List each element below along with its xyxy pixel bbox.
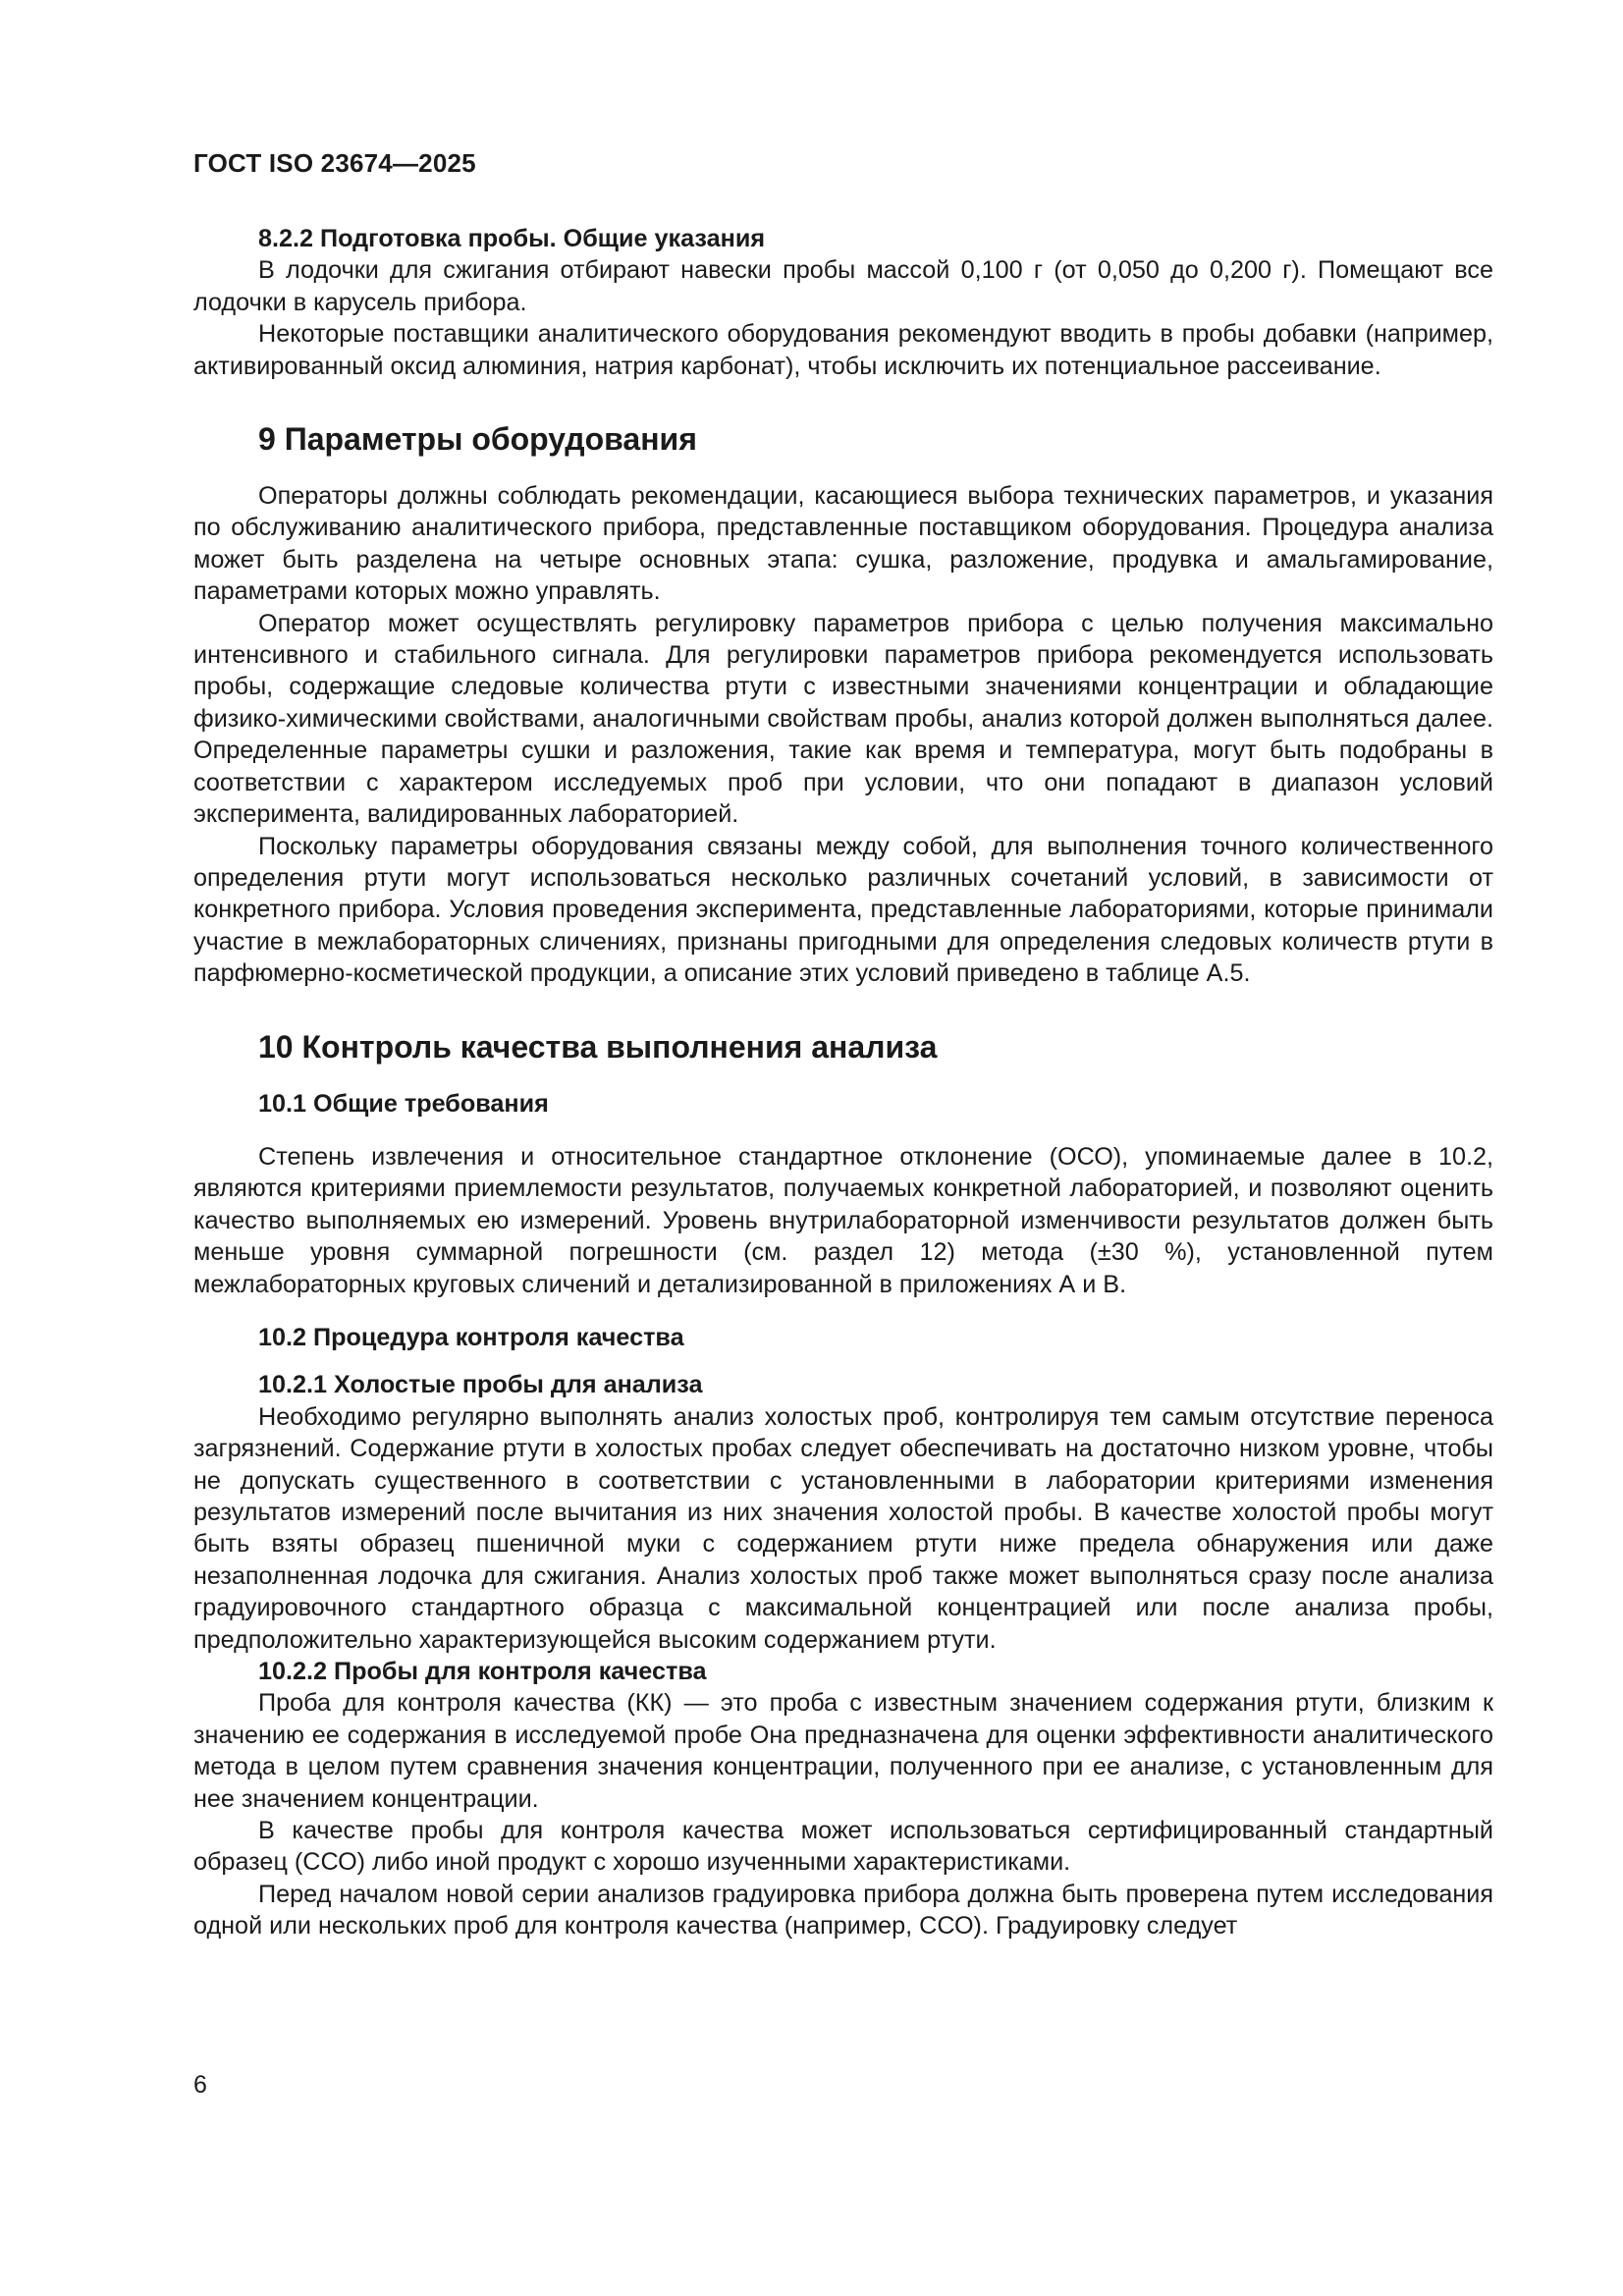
section-10-2-1-heading: 10.2.1 Холостые пробы для анализа (258, 1371, 703, 1399)
section-10-heading: 10 Контроль качества выполнения анализа (258, 1028, 938, 1065)
section-8-2-2-heading: 8.2.2 Подготовка пробы. Общие указания (258, 225, 766, 252)
paragraph: Некоторые поставщики аналитического оборудования рекомендуют вводить в пробы добавки (например, активированный оксид алюминия, натрия карбонат), чтобы исключить их потенциальное рассеивание. (193, 320, 1493, 380)
paragraph: Необходимо регулярно выполнять анализ холостых проб, контролируя тем самым отсутствие переноса загрязнений. Содержание ртути в холостых пробах следует обеспечивать на достаточно низком уровне, чтобы не допускать существенного в соответствии с установленными в лаборатории критериями изменения результатов измерений после вычитания из них значения холостой пробы. В качестве холостой пробы могут быть взяты образец пшеничной муки с содержанием ртути ниже предела обнаружения или даже незаполненная лодочка для сжигания. Анализ холостых проб также может выполняться сразу после анализа градуировочного стандартного образца с максимальной концентрацией или после анализа пробы, предположительно характеризующейся высоким содержанием ртути. (193, 1402, 1493, 1654)
paragraph: Перед началом новой серии анализов градуировка прибора должна быть проверена путем исследования одной или нескольких проб для контроля качества (например, ССО). Градуировку следует (193, 1880, 1493, 1941)
paragraph: Операторы должны соблюдать рекомендации, касающиеся выбора технических параметров, и указания по обслуживанию аналитического прибора, представленные поставщиком оборудования. Процедура анализа может быть разделена на четыре основных этапа: сушка, разложение, продувка и амальгамирование, параметрами которых можно управлять. (193, 482, 1493, 606)
page-number: 6 (193, 2071, 207, 2099)
paragraph: Поскольку параметры оборудования связаны между собой, для выполнения точного количественного определения ртути могут использоваться несколько различных сочетаний условий, в зависимости от конкретного прибора. Условия проведения эксперимента, представленные лабораториями, которые принимали участие в межлабораторных сличениях, признаны пригодными для определения следовых количеств ртути в парфюмерно-косметической продукции, а описание этих условий приведено в таблице А.5. (193, 832, 1493, 988)
section-10-1-heading: 10.1 Общие требования (258, 1089, 549, 1118)
paragraph: Оператор может осуществлять регулировку параметров прибора с целью получения максимально интенсивного и стабильного сигнала. Для регулировки параметров прибора рекомендуется использовать пробы, содержащие следовые количества ртути с известными значениями концентрации и обладающие физико-химическими свойствами, аналогичными свойствам пробы, анализ которой должен выполняться далее. Определенные параметры сушки и разложения, такие как время и температура, могут быть подобраны в соответствии с характером исследуемых проб при условии, что они попадают в диапазон условий эксперимента, валидированных лабораторией. (193, 609, 1493, 829)
section-9-heading: 9 Параметры оборудования (258, 421, 697, 458)
paragraph: В качестве пробы для контроля качества может использоваться сертифицированный стандартный образец (ССО) либо иной продукт с хорошо изученными характеристиками. (193, 1817, 1493, 1877)
section-10-2-heading: 10.2 Процедура контроля качества (258, 1323, 684, 1351)
paragraph: Проба для контроля качества (КК) — это проба с известным значением содержания ртути, близким к значению ее содержания в исследуемой пробе Она предназначена для оценки эффективности аналитического метода в целом путем сравнения значения концентрации, полученного при ее анализе, с установленным для нее значением концентрации. (193, 1689, 1493, 1813)
paragraph: Степень извлечения и относительное стандартное отклонение (ОСО), упоминаемые далее в 10.2, являются критериями приемлемости результатов, получаемых конкретной лабораторией, и позволяют оценить качество выполняемых ею измерений. Уровень внутрилабораторной изменчивости результатов должен быть меньше уровня суммарной погрешности (см. раздел 12) метода (±30 %), установленной путем межлабораторных круговых сличений и детализированной в приложениях А и В. (193, 1142, 1493, 1298)
paragraph: В лодочки для сжигания отбирают навески пробы массой 0,100 г (от 0,050 до 0,200 г). Помещают все лодочки в карусель прибора. (193, 256, 1493, 316)
section-10-2-2-heading: 10.2.2 Пробы для контроля качества (258, 1658, 707, 1686)
document-header: ГОСТ ISO 23674—2025 (193, 148, 476, 178)
document-body (193, 223, 1493, 1942)
